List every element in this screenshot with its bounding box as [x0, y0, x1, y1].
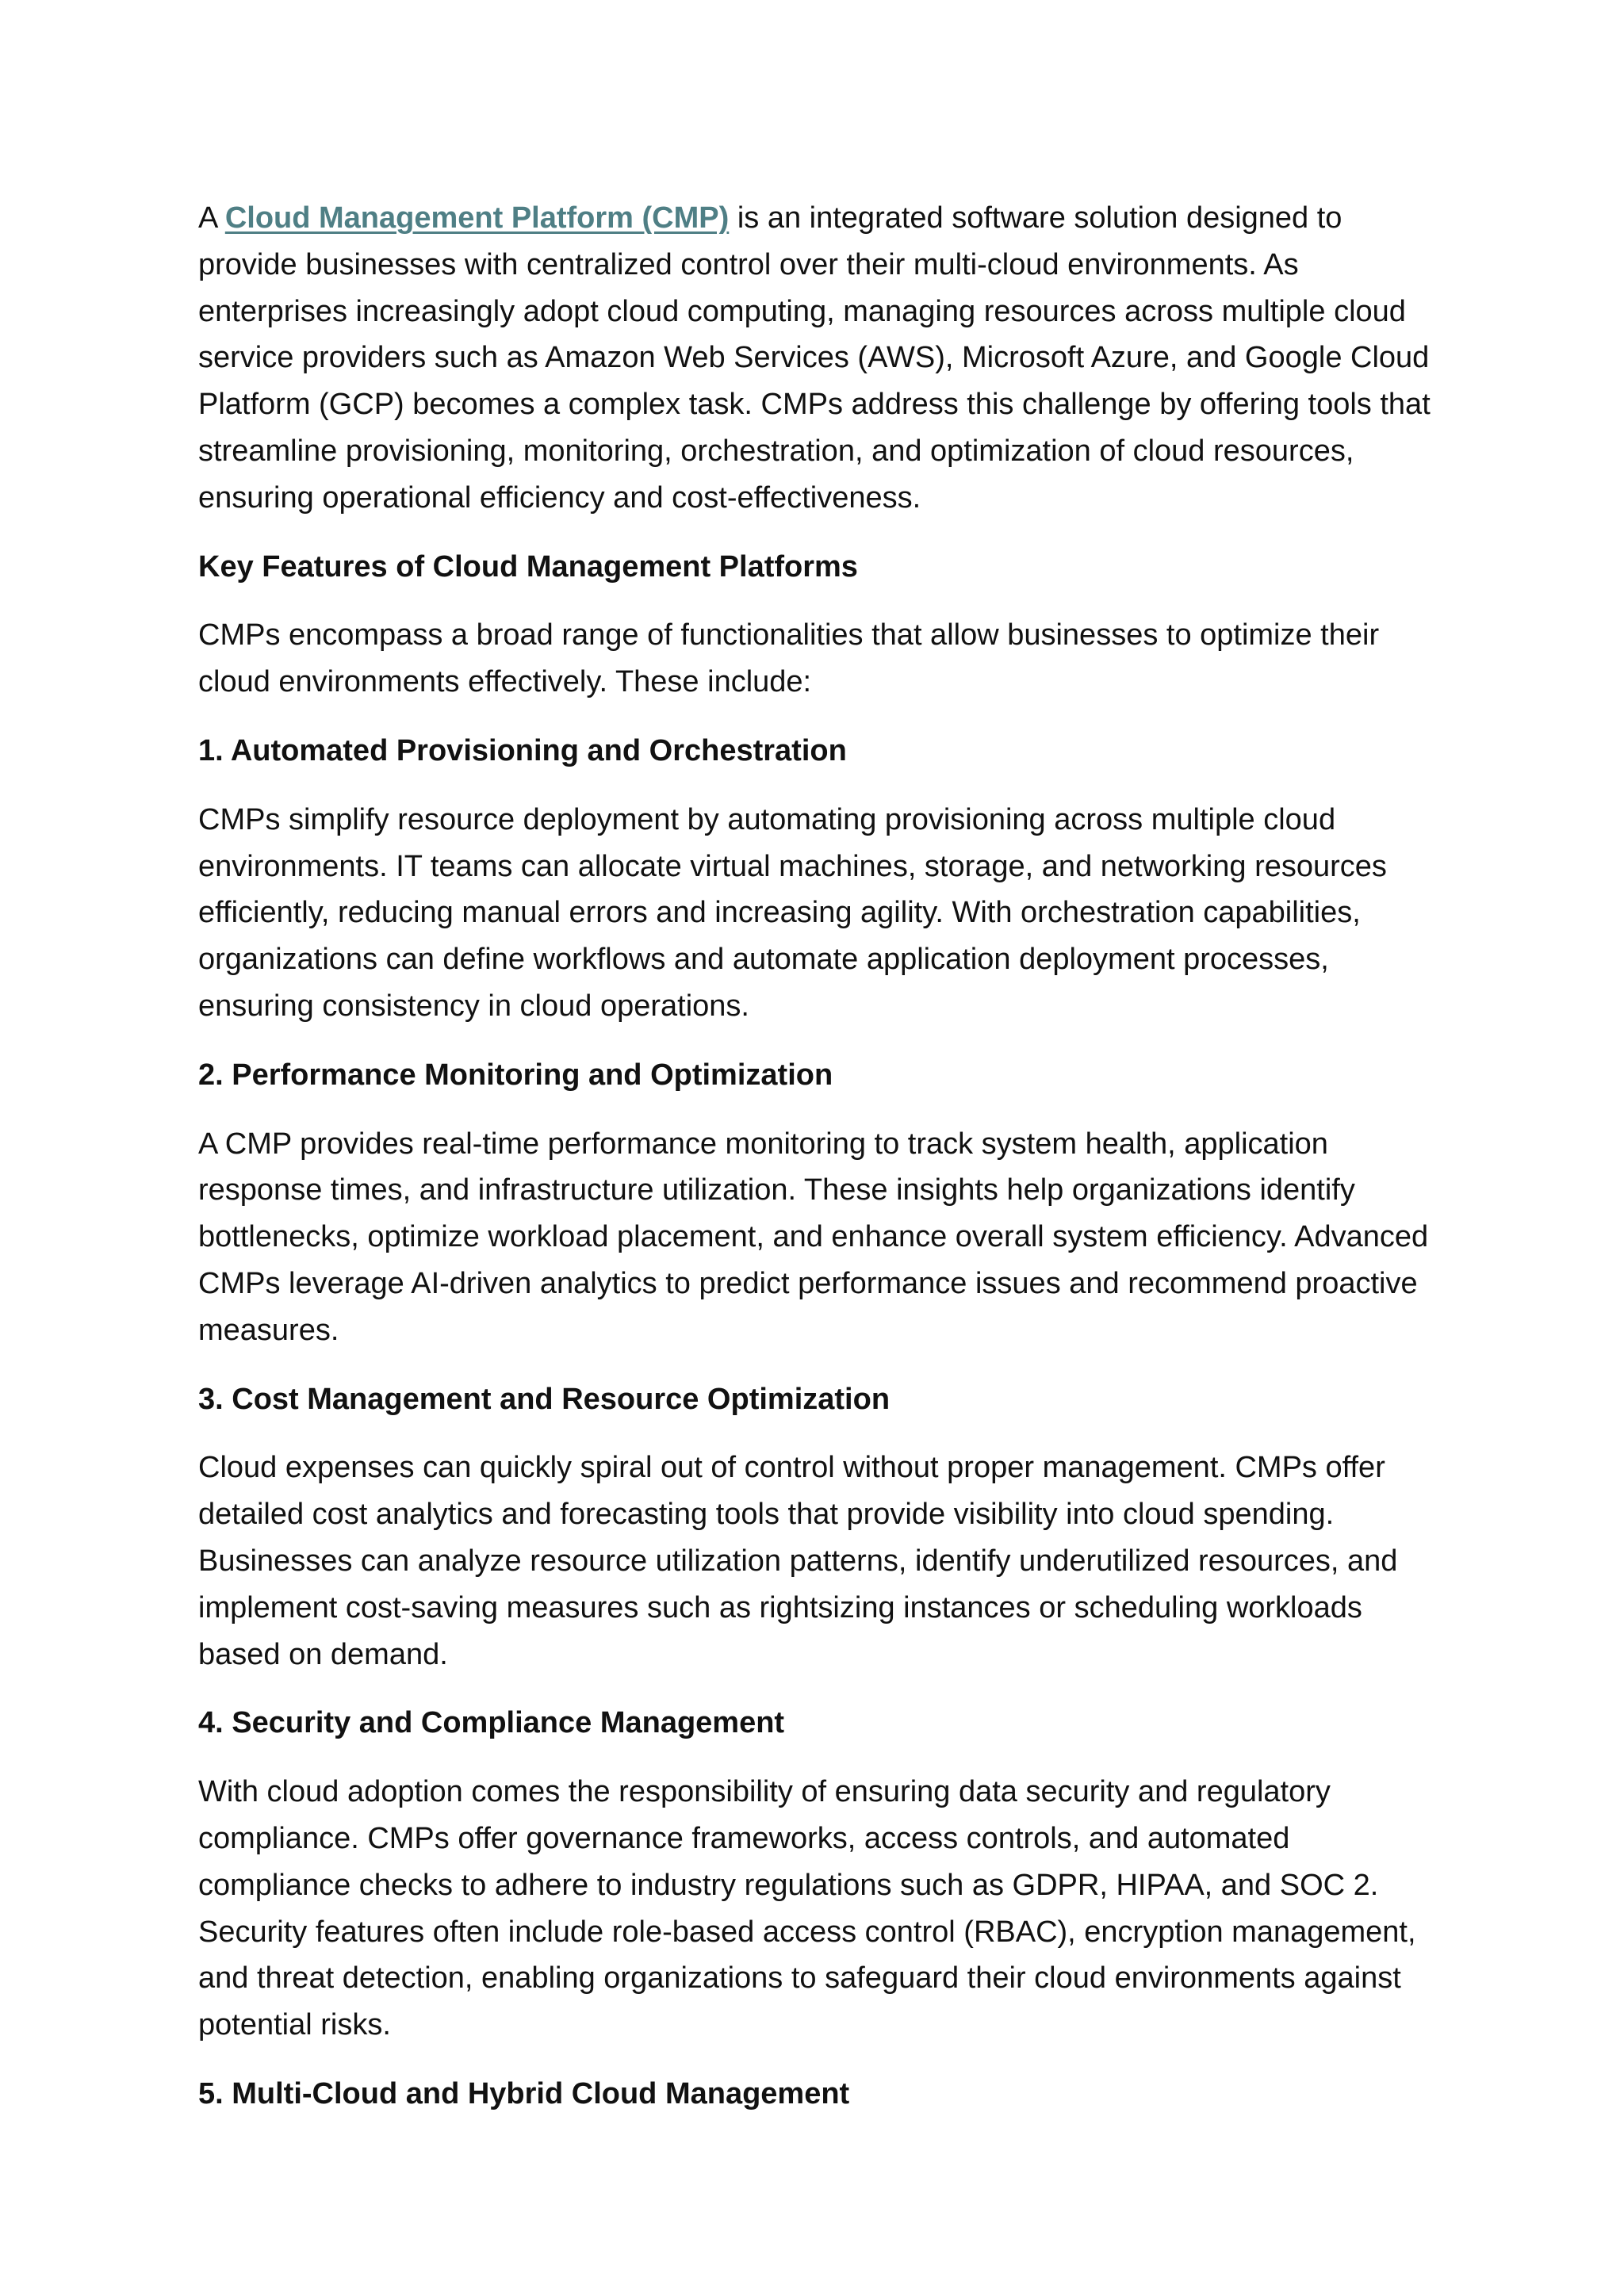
section-heading-security: 4. Security and Compliance Management: [198, 1706, 785, 1740]
key-features-intro: CMPs encompass a broad range of functionalities that allow businesses to optimize their cloud environments effectively. These include:: [198, 618, 1380, 699]
section-body-monitoring: A CMP provides real-time performance monitoring to track system health, application response times, and infrastructure utilization. These insights help organizations identify bottlenecks, optimize workload placement, and enhance overall system efficiency. Advanced CMPs leverage AI-driven analytics to predict performance issues and recommend proactive measures.: [198, 1127, 1429, 1347]
section-heading-cost: 3. Cost Management and Resource Optimization: [198, 1382, 891, 1416]
section-heading-provisioning: 1. Automated Provisioning and Orchestration: [198, 733, 847, 767]
section-heading-monitoring: 2. Performance Monitoring and Optimization: [198, 1058, 833, 1092]
section-body-cost: Cloud expenses can quickly spiral out of control without proper management. CMPs offer detailed cost analytics and forecasting tools that provide visibility into cloud spending. Businesses can analyze resource utilization patterns, identify underutilized resources, and implement cost-saving measures such as rightsizing instances or scheduling workloads based on demand.: [198, 1451, 1398, 1671]
key-features-heading: Key Features of Cloud Management Platforms: [198, 549, 858, 584]
intro-suffix: is an integrated software solution designed to provide businesses with centralized control over their multi-cloud environments. As enterprises increasingly adopt cloud computing, managing resources across multiple cloud service providers such as Amazon Web Services (AWS), Microsoft Azure, and Google Cloud Platform (GCP) becomes a complex task. CMPs address this challenge by offering tools that streamline provisioning, monitoring, orchestration, and optimization of cloud resources, ensuring operational efficiency and cost-effectiveness.: [198, 201, 1431, 515]
document-content: [198, 195, 1443, 2140]
section-body-security: With cloud adoption comes the responsibility of ensuring data security and regulatory compliance. CMPs offer governance frameworks, access controls, and automated compliance checks to adhere to industry regulations such as GDPR, HIPAA, and SOC 2. Security features often include role-based access control (RBAC), encryption management, and threat detection, enabling organizations to safeguard their cloud environments against potential risks.: [198, 1775, 1416, 2042]
intro-prefix: A: [198, 201, 225, 235]
section-heading-multicloud: 5. Multi-Cloud and Hybrid Cloud Management: [198, 2076, 850, 2110]
section-body-provisioning: CMPs simplify resource deployment by automating provisioning across multiple cloud environments. IT teams can allocate virtual machines, storage, and networking resources efficiently, reducing manual errors and increasing agility. With orchestration capabilities, organizations can define workflows and automate application deployment processes, ensuring consistency in cloud operations.: [198, 802, 1387, 1023]
cmp-link[interactable]: Cloud Management Platform (CMP): [224, 201, 730, 235]
intro-paragraph: [198, 195, 1443, 522]
